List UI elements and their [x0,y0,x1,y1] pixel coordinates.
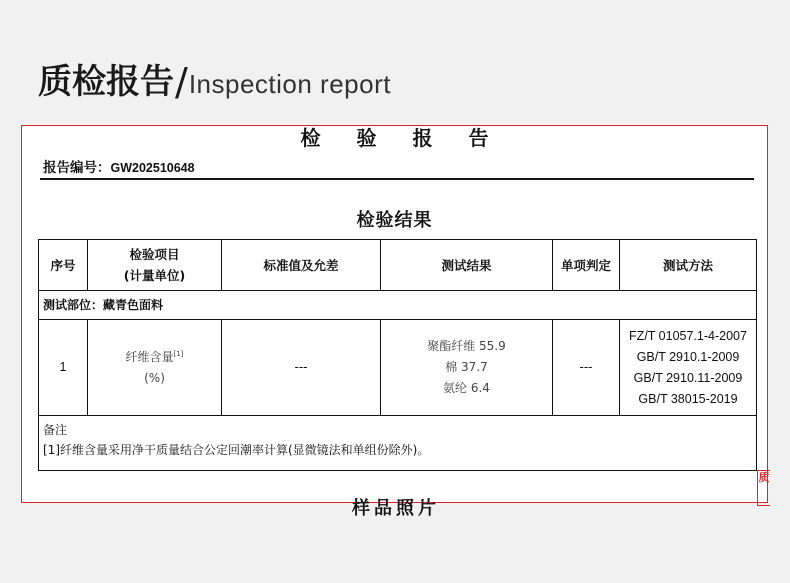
row-judgement: --- [553,320,620,416]
row-results [381,320,553,416]
row-methods [620,320,757,416]
method-line: GB/T 2910.1-2009 [636,349,740,364]
note-1: [1]纤维含量采用净干质量结合公定回潮率计算(显微镜法和单组份除外)。 [43,443,430,457]
table-header-row [39,240,757,291]
row-item-unit: (%) [144,370,165,385]
heading-en: Inspection report [188,69,391,99]
header-standard: 标准值及允差 [222,240,381,291]
row-standard: --- [222,320,381,416]
method-line: GB/T 38015-2019 [638,391,738,406]
header-item [88,240,222,291]
result-line: 聚酯纤维 55.9 [427,339,506,353]
row-seq: 1 [39,320,88,416]
notes-row [39,416,757,471]
sample-photo-heading: 样品照片 [352,498,440,519]
method-line: GB/T 2910.11-2009 [633,370,743,385]
method-line: FZ/T 01057.1-4-2007 [629,328,747,343]
row-item-ref: [1] [173,349,184,358]
report-number-value: GW202510648 [110,161,195,175]
header-result: 测试结果 [381,240,553,291]
header-method: 测试方法 [620,240,757,291]
results-table [38,239,757,471]
report-sheet [21,125,768,519]
header-seq: 序号 [39,240,88,291]
page-heading [38,52,391,102]
result-line: 氨纶 6.4 [443,381,490,395]
test-part-label: 测试部位：藏青色面料 [39,291,757,320]
heading-separator: / [175,60,188,104]
seal-stamp: 质 [757,470,770,506]
report-title: 检验报告 [300,126,525,150]
notes-label: 备注 [43,423,68,437]
result-line: 棉 37.7 [445,360,488,374]
report-number [43,156,195,176]
header-item-line2: (计量单位) [123,268,186,283]
test-part-row [39,291,757,320]
header-judgement: 单项判定 [553,240,620,291]
header-item-line1: 检验项目 [129,247,180,262]
heading-cn: 质检报告 [38,62,174,102]
divider [40,178,754,180]
row-item [88,320,222,416]
results-title: 检验结果 [356,210,433,231]
table-row [39,320,757,416]
row-item-name: 纤维含量 [125,349,174,364]
notes-cell [39,416,757,471]
report-number-label: 报告编号： [43,160,111,176]
